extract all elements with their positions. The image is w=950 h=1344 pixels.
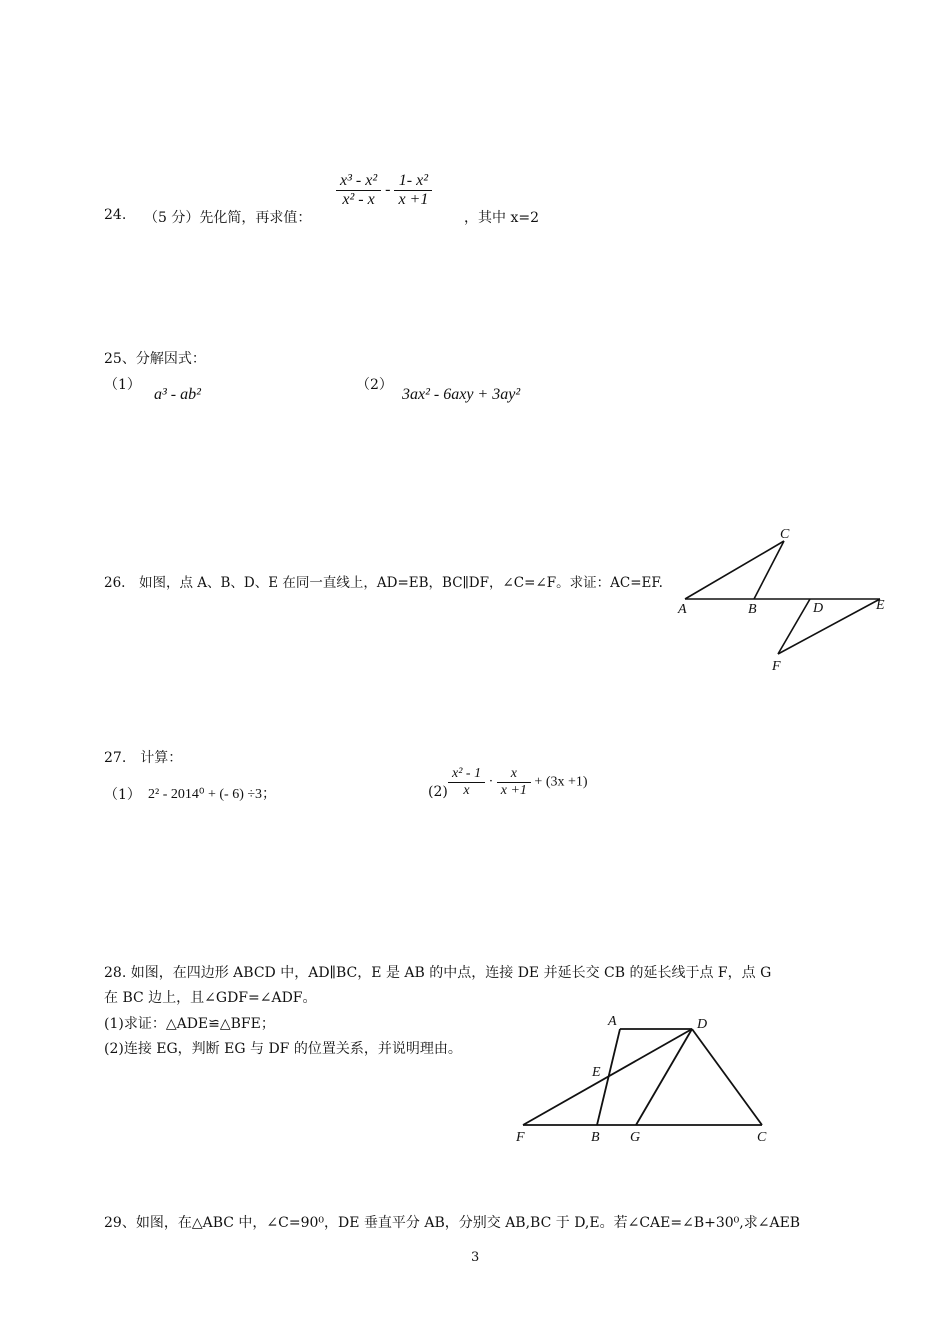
q28-segment-df bbox=[523, 1029, 692, 1125]
q28-label-a: A bbox=[608, 1014, 617, 1029]
q24-text: （5 分）先化简，再求值： bbox=[144, 210, 312, 226]
q26-label-c: C bbox=[780, 527, 790, 542]
q27-tail: + (3x +1) bbox=[534, 774, 588, 790]
q25-title: 25、分解因式： bbox=[104, 351, 206, 367]
q24-frac1-denominator: x² - x bbox=[342, 191, 375, 208]
q27-frac1-numerator: x² - 1 bbox=[448, 766, 485, 783]
q25-part1-expression: a³ - ab² bbox=[154, 386, 201, 403]
q24-fraction-2 bbox=[394, 172, 432, 209]
q28-label-b: B bbox=[591, 1130, 600, 1145]
q28-label-d: D bbox=[697, 1017, 708, 1032]
q28-segment-dg bbox=[636, 1029, 692, 1125]
q24-frac2-denominator: x +1 bbox=[398, 191, 429, 208]
q26-label-e: E bbox=[876, 598, 885, 613]
q24-condition: ，其中 x=2 bbox=[464, 210, 539, 226]
q27-part2-label: (2) bbox=[428, 784, 448, 800]
q24-frac1-numerator: x³ - x² bbox=[336, 172, 381, 191]
q26-label-f: F bbox=[772, 659, 781, 674]
q26-figure bbox=[670, 520, 900, 680]
q28-label-f: F bbox=[516, 1130, 525, 1145]
q27-fraction-2 bbox=[497, 766, 531, 799]
page-number: 3 bbox=[471, 1250, 480, 1265]
q28-line1: 28. 如图，在四边形 ABCD 中，AD∥BC，E 是 AB 的中点，连接 DE 并延长交 CB 的延长线于点 F，点 G bbox=[104, 965, 772, 981]
q27-frac2-denominator: x +1 bbox=[500, 783, 527, 798]
q26-label-a: A bbox=[678, 602, 687, 617]
q28-label-e: E bbox=[592, 1065, 601, 1080]
q27-frac2-numerator: x bbox=[497, 766, 531, 783]
q27-title: 27. 计算： bbox=[104, 750, 183, 766]
q26-label-b: B bbox=[748, 602, 757, 617]
q27-dot: · bbox=[488, 774, 494, 790]
q25-part2-label: （2） bbox=[356, 377, 393, 393]
q28-line4: (2)连接 EG，判断 EG 与 DF 的位置关系，并说明理由。 bbox=[104, 1041, 462, 1057]
q25-part2-expression: 3ax² - 6axy + 3ay² bbox=[402, 386, 521, 403]
q24-fraction-1 bbox=[336, 172, 381, 209]
q27-part1-label: （1） bbox=[104, 787, 141, 803]
q29-text: 29、如图，在△ABC 中，∠C=90⁰，DE 垂直平分 AB，分别交 AB,BC 于 D,E。若∠CAE=∠B+30⁰,求∠AEB bbox=[104, 1215, 801, 1231]
q27-fraction-1 bbox=[448, 766, 485, 799]
q27-part1-expression: 2² - 2014⁰ + (- 6) ÷3； bbox=[148, 787, 277, 802]
q27-frac1-denominator: x bbox=[463, 783, 470, 798]
q26-text: 26. 如图，点 A、B、D、E 在同一直线上，AD=EB，BC∥DF，∠C=∠F。求证：AC=EF. bbox=[104, 575, 663, 591]
q24-frac2-numerator: 1- x² bbox=[394, 172, 432, 191]
q28-line2: 在 BC 边上，且∠GDF=∠ADF。 bbox=[104, 990, 317, 1006]
q27-part2-expression bbox=[448, 766, 588, 799]
q28-line3: (1)求证：△ADE≌△BFE； bbox=[104, 1016, 275, 1032]
q25-part1-label: （1） bbox=[104, 377, 141, 393]
q24-minus: - bbox=[385, 181, 391, 199]
q28-figure bbox=[508, 1008, 778, 1150]
q28-label-g: G bbox=[630, 1130, 641, 1145]
q24-number: 24. bbox=[104, 207, 127, 223]
q28-segment-dc bbox=[692, 1029, 762, 1125]
q26-label-d: D bbox=[813, 601, 824, 616]
q24-expression bbox=[336, 172, 432, 209]
q28-label-c: C bbox=[757, 1130, 767, 1145]
